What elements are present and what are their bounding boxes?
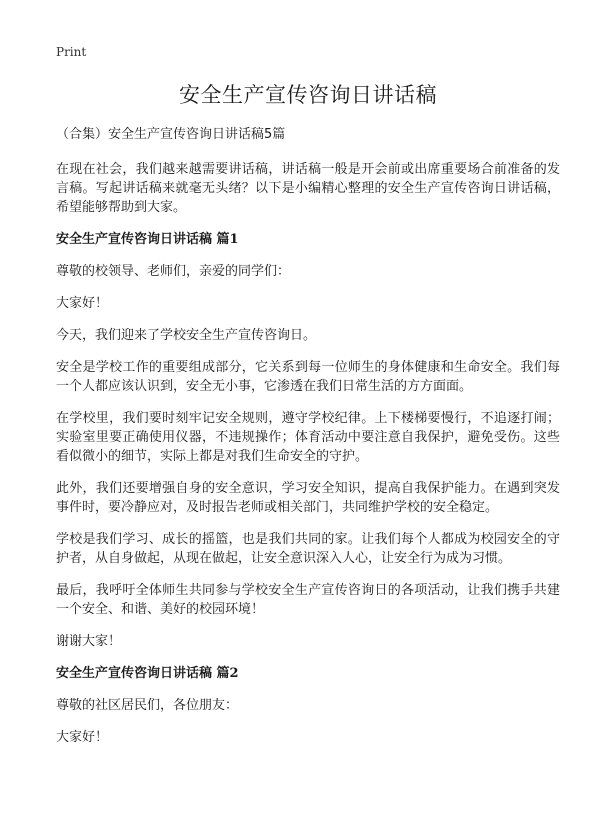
section-heading-1: 安全生产宣传咨询日讲话稿 篇1 bbox=[56, 232, 239, 247]
print-link[interactable]: Print bbox=[56, 45, 87, 59]
paragraph: 最后，我呼吁全体师生共同参与学校安全生产宣传咨询日的各项活动，让我们携手共建一个安全、和谐、美好的校园环境！ bbox=[56, 583, 560, 617]
paragraph: 安全是学校工作的重要组成部分，它关系到每一位师生的身体健康和生命安全。我们每一个人都应该认识到，安全无小事，它渗透在我们日常生活的方方面面。 bbox=[56, 360, 560, 394]
paragraph: 此外，我们还要增强自身的安全意识，学习安全知识，提高自我保护能力。在遇到突发事件时，要冷静应对，及时报告老师或相关部门，共同维护学校的安全稳定。 bbox=[56, 481, 560, 515]
document-title: 安全生产宣传咨询日讲话稿 bbox=[179, 83, 437, 107]
section-heading-2: 安全生产宣传咨询日讲话稿 篇2 bbox=[56, 666, 239, 681]
paragraph: 学校是我们学习、成长的摇篮，也是我们共同的家。让我们每个人都成为校园安全的守护者，从自身做起，从现在做起，让安全意识深入人心，让安全行为成为习惯。 bbox=[56, 532, 560, 566]
paragraph: 尊敬的校领导、老师们，亲爱的同学们： bbox=[56, 264, 291, 279]
paragraph: 大家好！ bbox=[56, 296, 109, 311]
paragraph: 谢谢大家！ bbox=[56, 634, 122, 649]
paragraph: 大家好！ bbox=[56, 730, 109, 745]
intro-paragraph: 在现在社会，我们越来越需要讲话稿，讲话稿一般是开会前或出席重要场合前准备的发言稿。写起讲话稿来就毫无头绪？以下是小编精心整理的安全生产宣传咨询日讲话稿，希望能够帮助到大家。 bbox=[56, 162, 560, 215]
document-subtitle: （合集）安全生产宣传咨询日讲话稿5篇 bbox=[56, 127, 286, 142]
paragraph: 今天，我们迎来了学校安全生产宣传咨询日。 bbox=[56, 328, 317, 343]
paragraph: 尊敬的社区居民们，各位朋友： bbox=[56, 698, 239, 713]
paragraph: 在学校里，我们要时刻牢记安全规则，遵守学校纪律。上下楼梯要慢行，不追逐打闹；实验室里要正确使用仪器，不违规操作；体育活动中要注意自我保护，避免受伤。这些看似微小的细节，实际上都是对我们生命安全的守护。 bbox=[56, 411, 560, 464]
